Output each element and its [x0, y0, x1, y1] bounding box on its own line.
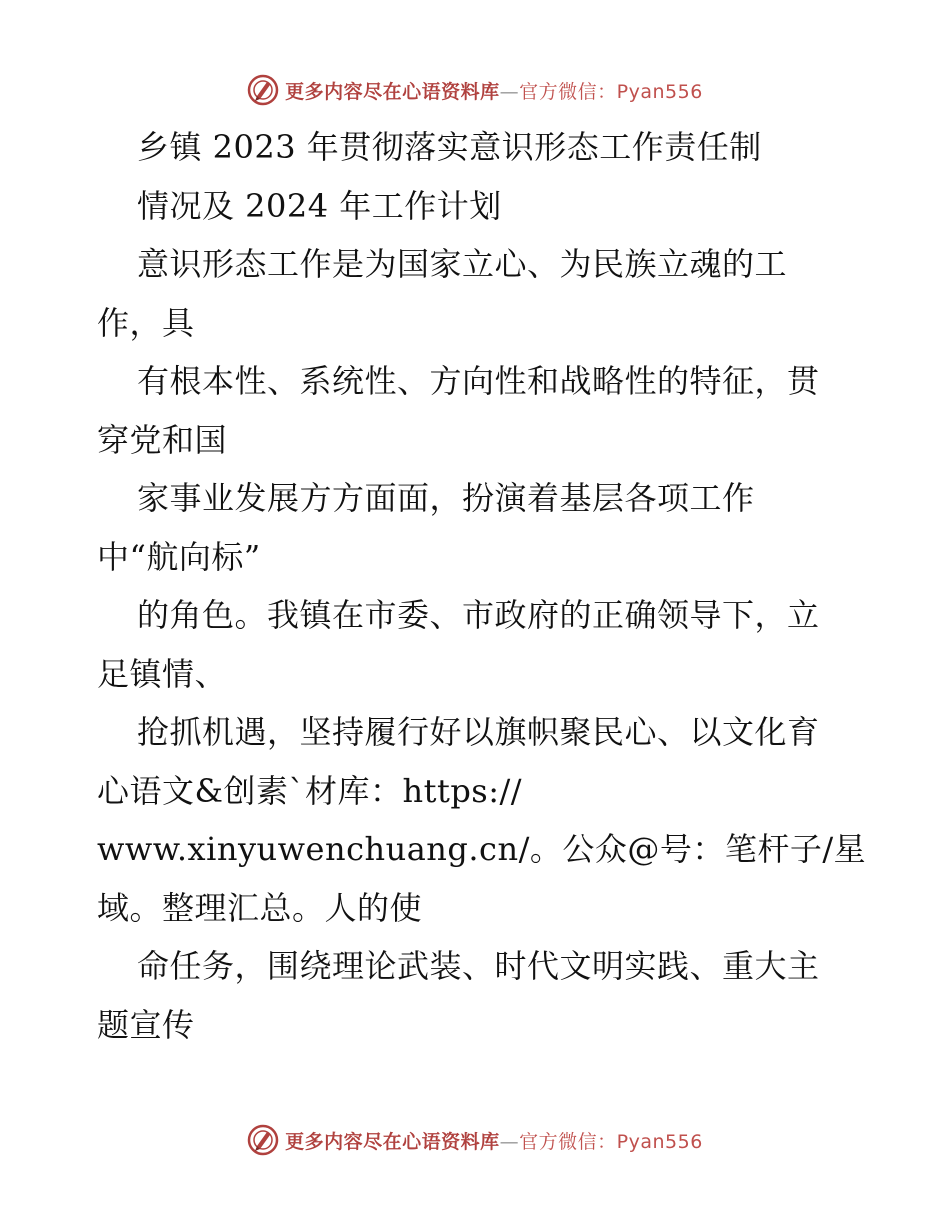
watermark-group — [247, 74, 703, 106]
paragraph-line: 域。整理汇总。人的使 — [97, 888, 423, 927]
watermark-text — [285, 1127, 703, 1154]
paragraph-line: 有根本性、系统性、方向性和战略性的特征，贯 — [137, 362, 820, 400]
paragraph-line: 命任务，围绕理论武装、时代文明实践、重大主 — [137, 947, 820, 985]
paragraph-line: www.xinyuwenchuang.cn/。公众@号：笔杆子/星 — [97, 830, 867, 868]
paragraph-line: 意识形态工作是为国家立心、为民族立魂的工 — [137, 245, 788, 283]
paragraph-line: 心语文&创素`材库：https:// — [97, 771, 523, 810]
watermark-wechat-text: 官方微信：Pyan556 — [519, 1130, 703, 1153]
document-body — [97, 118, 867, 1054]
watermark-group — [247, 1124, 703, 1156]
paragraph-line: 的角色。我镇在市委、市政府的正确领导下，立 — [137, 596, 820, 634]
paragraph-line: 题宣传 — [97, 1005, 195, 1044]
paragraph-line: 穿党和国 — [97, 420, 228, 459]
paragraph-line: 家事业发展方方面面，扮演着基层各项工作 — [137, 479, 755, 517]
document-title-line-2: 情况及 2024 年工作计划 — [137, 186, 502, 225]
footer-watermark — [0, 1120, 950, 1160]
watermark-separator: — — [499, 80, 520, 103]
paragraph-line: 足镇情、 — [97, 654, 228, 693]
header-watermark — [0, 70, 950, 110]
watermark-wechat-text: 官方微信：Pyan556 — [519, 80, 703, 103]
watermark-library-text: 更多内容尽在心语资料库 — [285, 1130, 500, 1153]
watermark-separator: — — [499, 1130, 520, 1153]
watermark-library-text: 更多内容尽在心语资料库 — [285, 80, 500, 103]
paragraph-line: 中“航向标” — [97, 537, 261, 576]
document-title-line-1: 乡镇 2023 年贯彻落实意识形态工作责任制 — [137, 128, 762, 166]
paragraph-line: 作，具 — [97, 303, 195, 342]
pen-nib-circle-icon — [247, 74, 279, 106]
pen-nib-circle-icon — [247, 1124, 279, 1156]
paragraph-line: 抢抓机遇，坚持履行好以旗帜聚民心、以文化育 — [137, 713, 820, 751]
watermark-text — [285, 77, 703, 104]
